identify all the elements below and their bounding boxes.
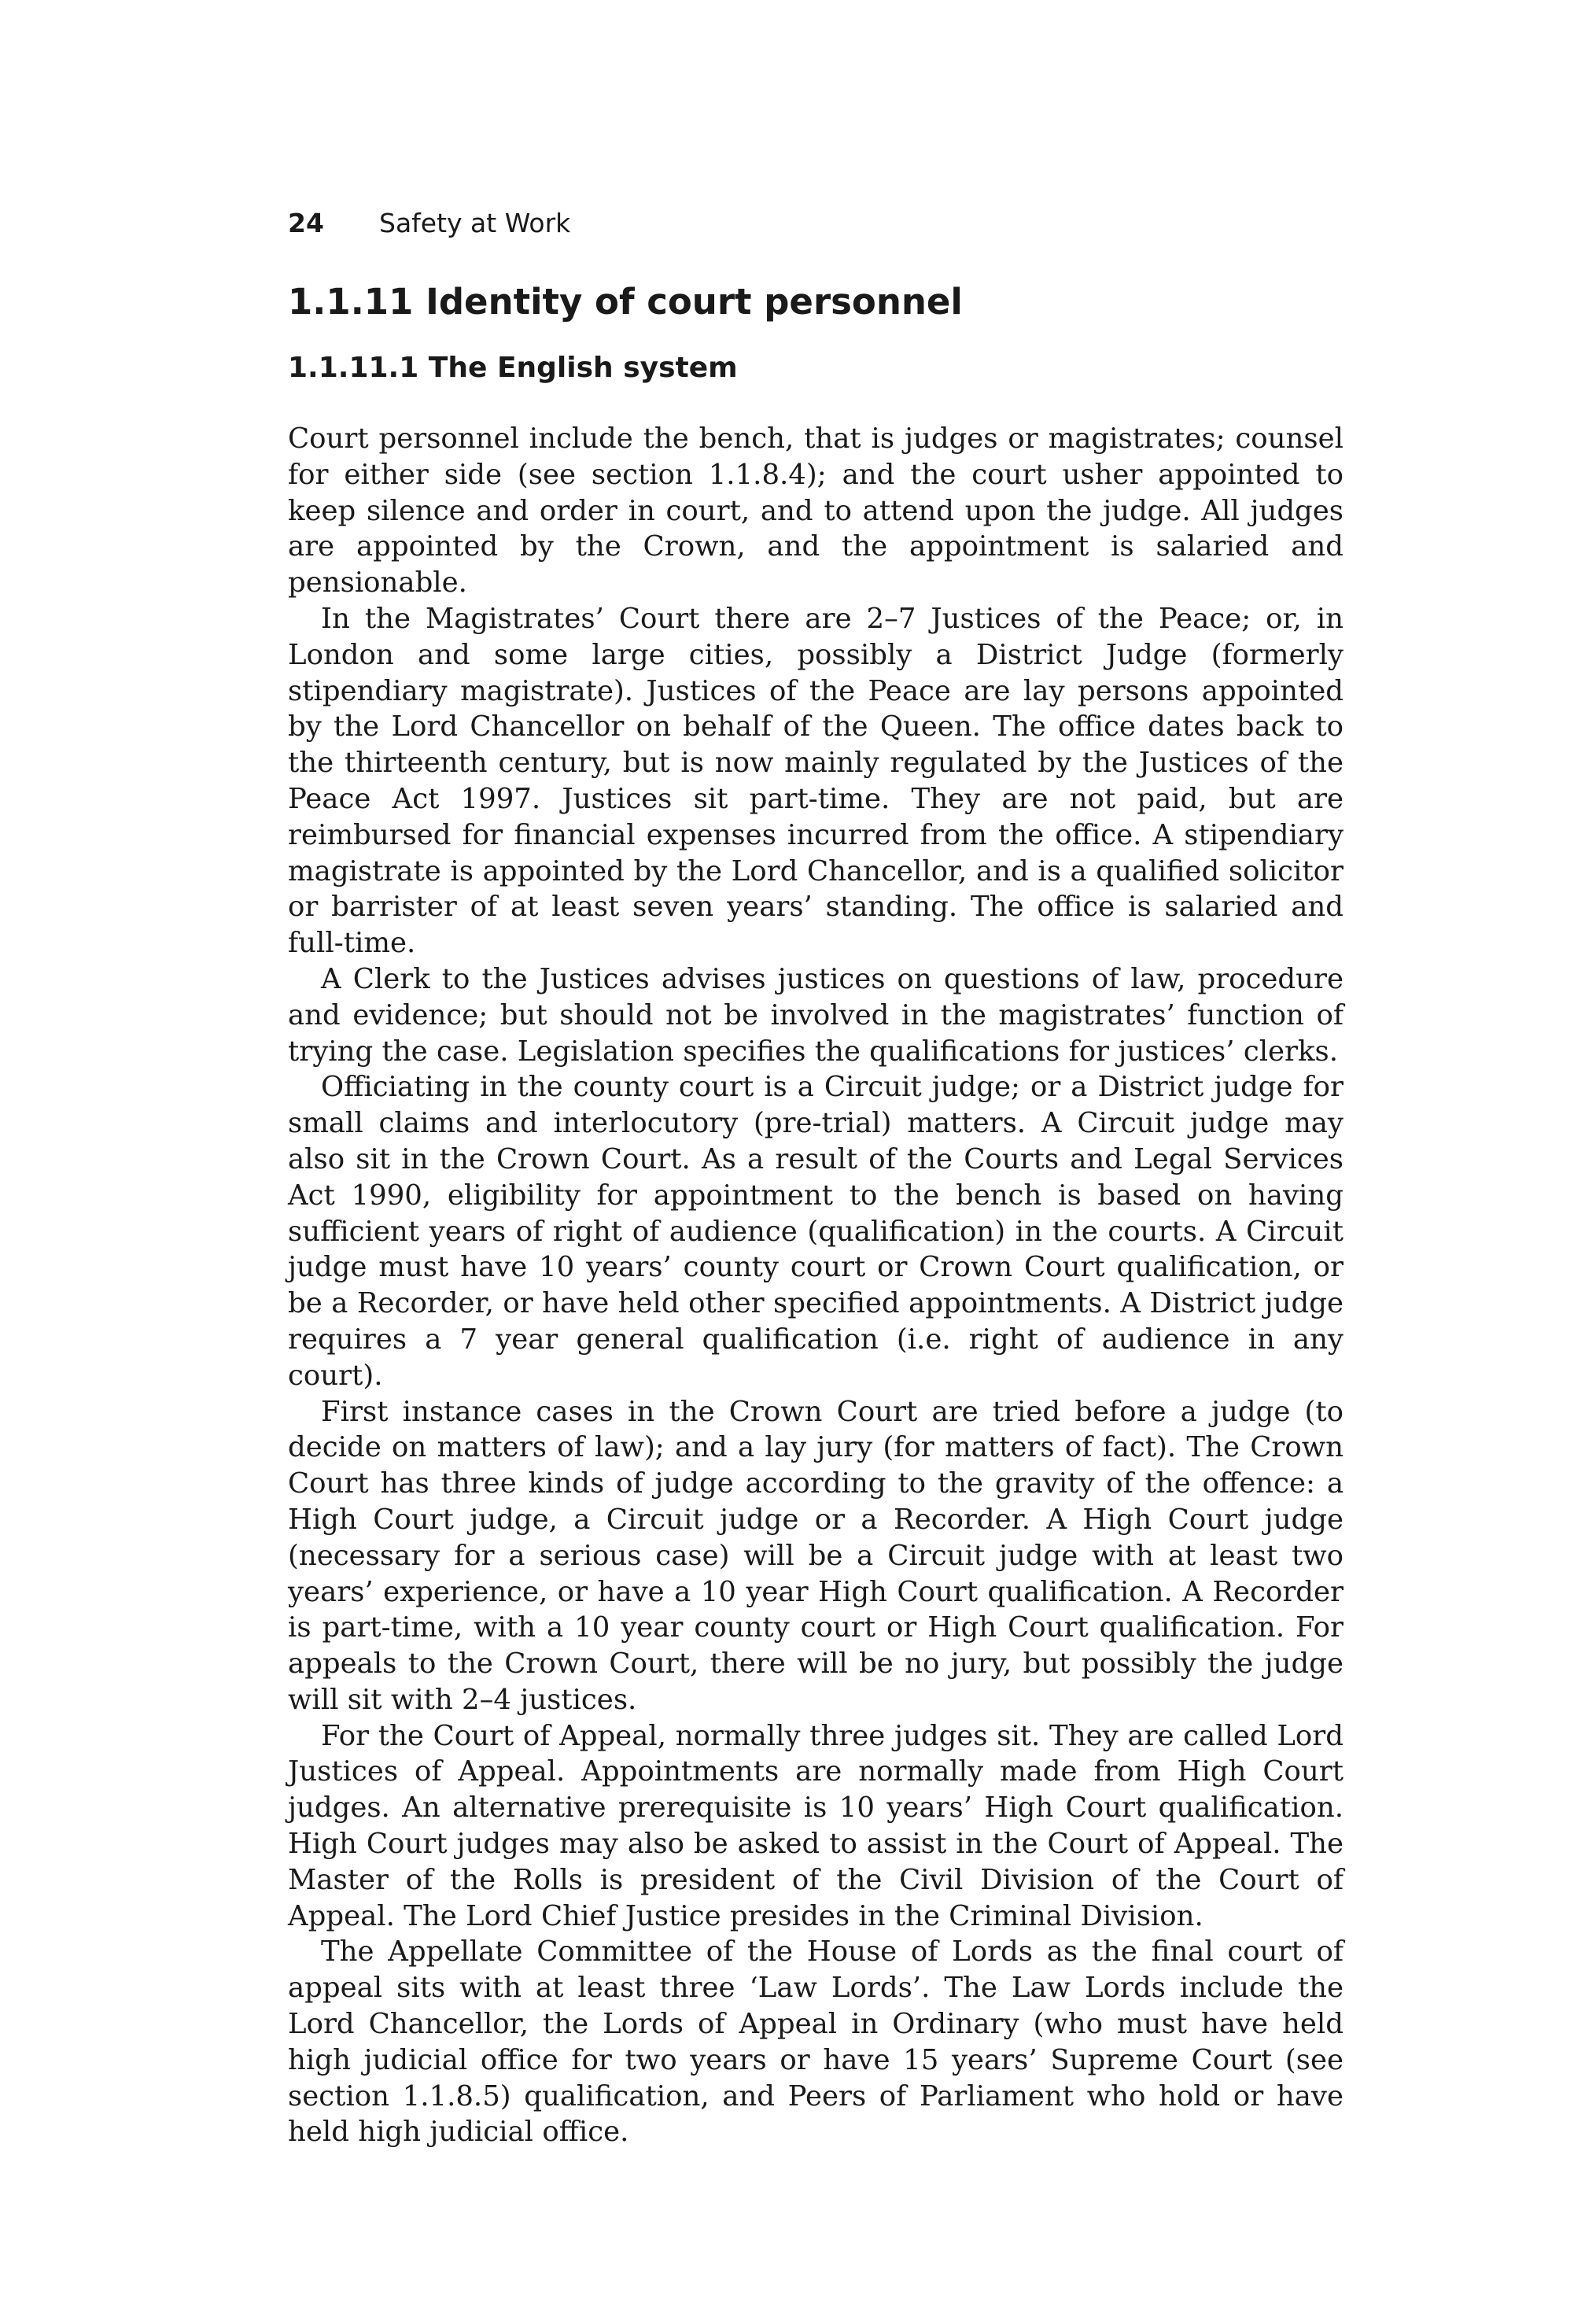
subsection-heading: 1.1.11.1 The English system [288, 352, 738, 384]
paragraph: The Appellate Committee of the House of Lords as the final court of appeal sits with at least three ‘Law Lords’. The Law Lords include the Lord Chancellor, the Lords of Appeal in Ordinary (who must have held high judicial office for two years or have 15 years’ Supreme Court (see section 1.1.8.5) qualification, and Peers of Parliament who hold or have held high judicial office. [288, 1935, 1344, 2149]
paragraph: Officiating in the county court is a Circuit judge; or a District judge for small claims and interlocutory (pre-trial) matters. A Circuit judge may also sit in the Crown Court. As a result of the Courts and Legal Services Act 1990, eligibility for appointment to the bench is based on having sufficient years of right of audience (qualification) in the courts. A Circuit judge must have 10 years’ county court or Crown Court qualification, or be a Recorder, or have held other specified appointments. A District judge requires a 7 year general qualification (i.e. right of audience in any court). [288, 1071, 1344, 1392]
paragraph: In the Magistrates’ Court there are 2–7 Justices of the Peace; or, in London and some large cities, possibly a District Judge (formerly stipendiary magistrate). Justices of the Peace are lay persons appointed by the Lord Chancellor on behalf of the Queen. The office dates back to the thirteenth century, but is now mainly regulated by the Justices of the Peace Act 1997. Justices sit part-time. They are not paid, but are reimbursed for financial expenses incurred from the office. A stipendiary magistrate is appointed by the Lord Chancellor, and is a qualified solicitor or barrister of at least seven years’ standing. The office is salaried and full-time. [288, 602, 1344, 960]
paragraph: For the Court of Appeal, normally three judges sit. They are called Lord Justices of Appeal. Appointments are normally made from High Court judges. An alternative prerequisite is 10 years’ High Court qualification. High Court judges may also be asked to assist in the Court of Appeal. The Master of the Rolls is president of the Civil Division of the Court of Appeal. The Lord Chief Justice presides in the Criminal Division. [288, 1719, 1344, 1932]
paragraph: A Clerk to the Justices advises justices on questions of law, procedure and evidence; but should not be involved in the magistrates’ function of trying the case. Legislation specifies the qualifications for justices’ clerks. [288, 962, 1344, 1068]
running-head [288, 206, 570, 241]
page-number: 24 [288, 208, 324, 238]
section-heading: 1.1.11 Identity of court personnel [288, 281, 963, 323]
body-text [288, 421, 1344, 2150]
paragraph: Court personnel include the bench, that is judges or magistrates; counsel for either side (see section 1.1.8.4); and the court usher appointed to keep silence and order in court, and to attend upon the judge. All judges are appointed by the Crown, and the appointment is salaried and pensionable. [288, 423, 1344, 600]
book-title: Safety at Work [379, 208, 571, 238]
paragraph: First instance cases in the Crown Court are tried before a judge (to decide on matters of law); and a lay jury (for matters of fact). The Crown Court has three kinds of judge according to the gravity of the offence: a High Court judge, a Circuit judge or a Recorder. A High Court judge (necessary for a serious case) will be a Circuit judge with at least two years’ experience, or have a 10 year High Court qualification. A Recorder is part-time, with a 10 year county court or High Court qualification. For appeals to the Crown Court, there will be no jury, but possibly the judge will sit with 2–4 justices. [288, 1395, 1344, 1716]
